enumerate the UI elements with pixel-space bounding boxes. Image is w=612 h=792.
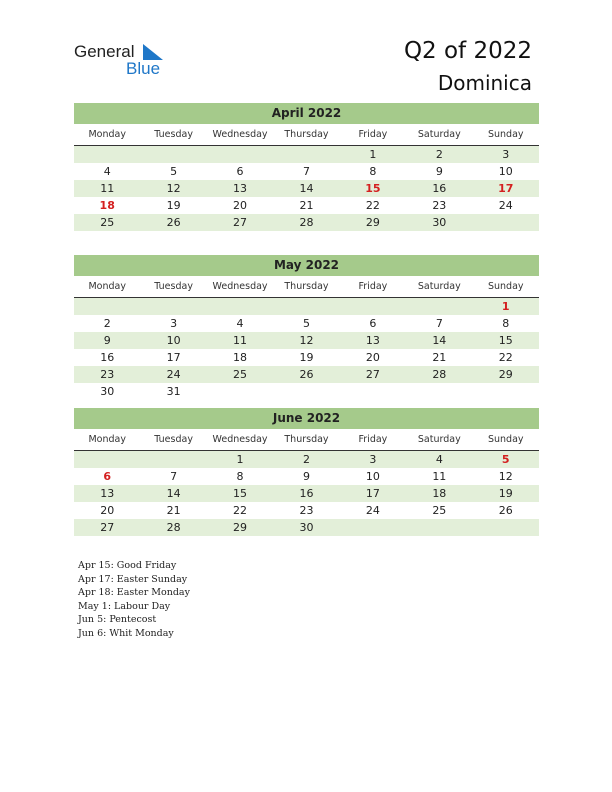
date-cell: 25	[100, 216, 115, 229]
week-row	[74, 349, 539, 366]
date-cell	[340, 519, 406, 536]
date-cell	[74, 298, 140, 315]
weekday-label: Friday	[358, 434, 388, 445]
date-cell	[473, 214, 539, 231]
weekday-header-row	[74, 126, 539, 146]
date-cell: 14	[166, 487, 181, 500]
date-cell	[207, 298, 273, 315]
date-cell: 27	[365, 368, 380, 381]
date-cell: 19	[299, 351, 314, 364]
date-cell: 19	[498, 487, 513, 500]
date-cell: 24	[498, 199, 513, 212]
date-cell: 5	[170, 165, 178, 178]
date-cell: 14	[432, 334, 447, 347]
page-title: Q2 of 2022	[403, 38, 532, 64]
brand-logo	[74, 42, 174, 78]
weekday-label: Wednesday	[212, 434, 268, 445]
date-cell: 26	[166, 216, 181, 229]
date-cell	[406, 298, 472, 315]
week-row	[74, 332, 539, 349]
holiday-date-cell: 15	[365, 182, 381, 195]
date-cell	[207, 146, 273, 163]
date-cell: 16	[100, 351, 115, 364]
date-cell: 23	[299, 504, 314, 517]
date-cell: 15	[498, 334, 513, 347]
date-cell: 31	[166, 385, 181, 398]
date-cell	[140, 451, 206, 468]
weekday-label: Monday	[88, 129, 126, 140]
date-cell: 4	[435, 453, 443, 466]
date-cell	[406, 519, 472, 536]
weekday-header-row	[74, 278, 539, 298]
date-cell: 28	[432, 368, 447, 381]
weekday-label: Thursday	[284, 129, 329, 140]
week-row	[74, 366, 539, 383]
date-cell: 29	[365, 216, 380, 229]
weekday-label: Thursday	[284, 281, 329, 292]
week-row	[74, 451, 539, 468]
date-cell	[273, 146, 339, 163]
date-cell: 18	[432, 487, 447, 500]
weekday-label: Sunday	[487, 281, 524, 292]
weekday-label: Sunday	[487, 129, 524, 140]
date-cell: 9	[435, 165, 443, 178]
date-cell: 7	[435, 317, 443, 330]
date-cell: 4	[103, 165, 111, 178]
date-cell: 15	[233, 487, 248, 500]
date-cell: 13	[365, 334, 380, 347]
date-cell	[273, 298, 339, 315]
date-cell	[74, 451, 140, 468]
weekday-label: Monday	[88, 281, 126, 292]
holiday-note: Jun 5: Pentecost	[78, 614, 157, 625]
weekday-label: Tuesday	[154, 281, 193, 292]
date-cell	[473, 383, 539, 400]
date-cell: 14	[299, 182, 314, 195]
weekday-label: Friday	[358, 129, 388, 140]
weekday-label: Wednesday	[212, 281, 268, 292]
month-header: April 2022	[74, 103, 539, 124]
date-cell: 3	[170, 317, 178, 330]
holiday-list	[78, 559, 190, 640]
date-cell: 17	[166, 351, 181, 364]
date-cell: 22	[233, 504, 248, 517]
week-row	[74, 485, 539, 502]
holiday-date-cell: 1	[501, 300, 510, 313]
logo-triangle-icon	[143, 44, 163, 60]
date-cell: 28	[166, 521, 181, 534]
date-cell	[207, 383, 273, 400]
date-cell: 1	[236, 453, 244, 466]
weekday-label: Saturday	[417, 434, 461, 445]
weekday-label: Sunday	[487, 434, 524, 445]
date-cell: 8	[369, 165, 377, 178]
date-cell: 4	[236, 317, 244, 330]
weekday-label: Friday	[358, 281, 388, 292]
date-cell: 19	[166, 199, 181, 212]
date-cell: 22	[498, 351, 513, 364]
date-cell: 25	[233, 368, 248, 381]
date-cell	[74, 146, 140, 163]
holiday-date-cell: 5	[501, 453, 510, 466]
date-cell: 12	[166, 182, 181, 195]
week-row	[74, 502, 539, 519]
date-cell: 25	[432, 504, 447, 517]
date-cell	[406, 383, 472, 400]
date-cell	[340, 298, 406, 315]
date-cell: 16	[299, 487, 314, 500]
date-cell	[473, 519, 539, 536]
logo-word-general: General	[74, 42, 135, 61]
date-cell: 8	[236, 470, 244, 483]
date-cell: 6	[369, 317, 377, 330]
date-cell: 17	[365, 487, 380, 500]
date-cell: 6	[236, 165, 244, 178]
month-calendar	[74, 408, 539, 536]
date-cell	[273, 383, 339, 400]
holiday-note: May 1: Labour Day	[78, 600, 171, 612]
date-cell: 26	[498, 504, 513, 517]
date-cell: 20	[100, 504, 115, 517]
month-header: May 2022	[74, 255, 539, 276]
week-row	[74, 468, 539, 485]
date-cell: 21	[166, 504, 181, 517]
date-cell: 30	[299, 521, 314, 534]
date-cell: 24	[365, 504, 380, 517]
date-cell	[340, 383, 406, 400]
date-cell: 18	[233, 351, 248, 364]
date-cell: 26	[299, 368, 314, 381]
date-cell: 24	[166, 368, 181, 381]
holiday-note: Jun 6: Whit Monday	[78, 627, 174, 639]
week-row	[74, 180, 539, 197]
date-cell: 29	[233, 521, 248, 534]
date-cell	[140, 146, 206, 163]
month-calendar	[74, 255, 539, 400]
holiday-date-cell: 18	[99, 199, 115, 212]
week-row	[74, 214, 539, 231]
date-cell: 7	[170, 470, 178, 483]
date-cell: 2	[435, 148, 443, 161]
date-cell: 13	[233, 182, 248, 195]
holiday-note: Apr 15: Good Friday	[78, 560, 177, 571]
date-cell: 9	[103, 334, 111, 347]
weekday-label: Saturday	[417, 281, 461, 292]
weekday-label: Wednesday	[212, 129, 268, 140]
date-cell: 2	[103, 317, 111, 330]
date-cell: 12	[299, 334, 314, 347]
weekday-label: Tuesday	[154, 434, 193, 445]
date-cell: 11	[432, 470, 447, 483]
date-cell: 2	[302, 453, 310, 466]
date-cell: 11	[100, 182, 115, 195]
month-header: June 2022	[74, 408, 539, 429]
date-cell: 23	[100, 368, 115, 381]
week-row	[74, 197, 539, 214]
date-cell: 29	[498, 368, 513, 381]
holiday-date-cell: 17	[498, 182, 514, 195]
week-row	[74, 315, 539, 332]
logo-word-blue: Blue	[126, 59, 161, 78]
date-cell: 22	[365, 199, 380, 212]
date-cell: 23	[432, 199, 447, 212]
date-cell: 7	[302, 165, 310, 178]
week-row	[74, 298, 539, 315]
week-row	[74, 519, 539, 536]
date-cell: 8	[502, 317, 510, 330]
date-cell: 5	[302, 317, 310, 330]
date-cell: 20	[365, 351, 380, 364]
date-cell: 21	[299, 199, 314, 212]
week-row	[74, 163, 539, 180]
holiday-note: Apr 17: Easter Sunday	[78, 573, 188, 585]
date-cell: 9	[302, 470, 310, 483]
weekday-label: Monday	[88, 434, 126, 445]
date-cell: 10	[498, 165, 513, 178]
date-cell: 1	[369, 148, 377, 161]
date-cell: 10	[166, 334, 181, 347]
weekday-label: Saturday	[417, 129, 461, 140]
week-row	[74, 383, 539, 400]
date-cell: 10	[365, 470, 380, 483]
weekday-label: Thursday	[284, 434, 329, 445]
date-cell: 28	[299, 216, 314, 229]
date-cell: 30	[432, 216, 447, 229]
date-cell: 21	[432, 351, 447, 364]
date-cell: 30	[100, 385, 115, 398]
date-cell: 27	[233, 216, 248, 229]
weekday-header-row	[74, 431, 539, 451]
holiday-date-cell: 6	[103, 470, 112, 483]
month-calendar	[74, 103, 539, 231]
date-cell	[140, 298, 206, 315]
date-cell: 13	[100, 487, 115, 500]
holiday-note: Apr 18: Easter Monday	[78, 587, 190, 598]
date-cell: 27	[100, 521, 115, 534]
date-cell: 12	[498, 470, 513, 483]
weekday-label: Tuesday	[154, 129, 193, 140]
date-cell: 3	[502, 148, 510, 161]
country-name: Dominica	[437, 71, 532, 95]
date-cell: 16	[432, 182, 447, 195]
date-cell: 20	[233, 199, 248, 212]
week-row	[74, 146, 539, 163]
date-cell: 11	[233, 334, 248, 347]
date-cell: 3	[369, 453, 377, 466]
